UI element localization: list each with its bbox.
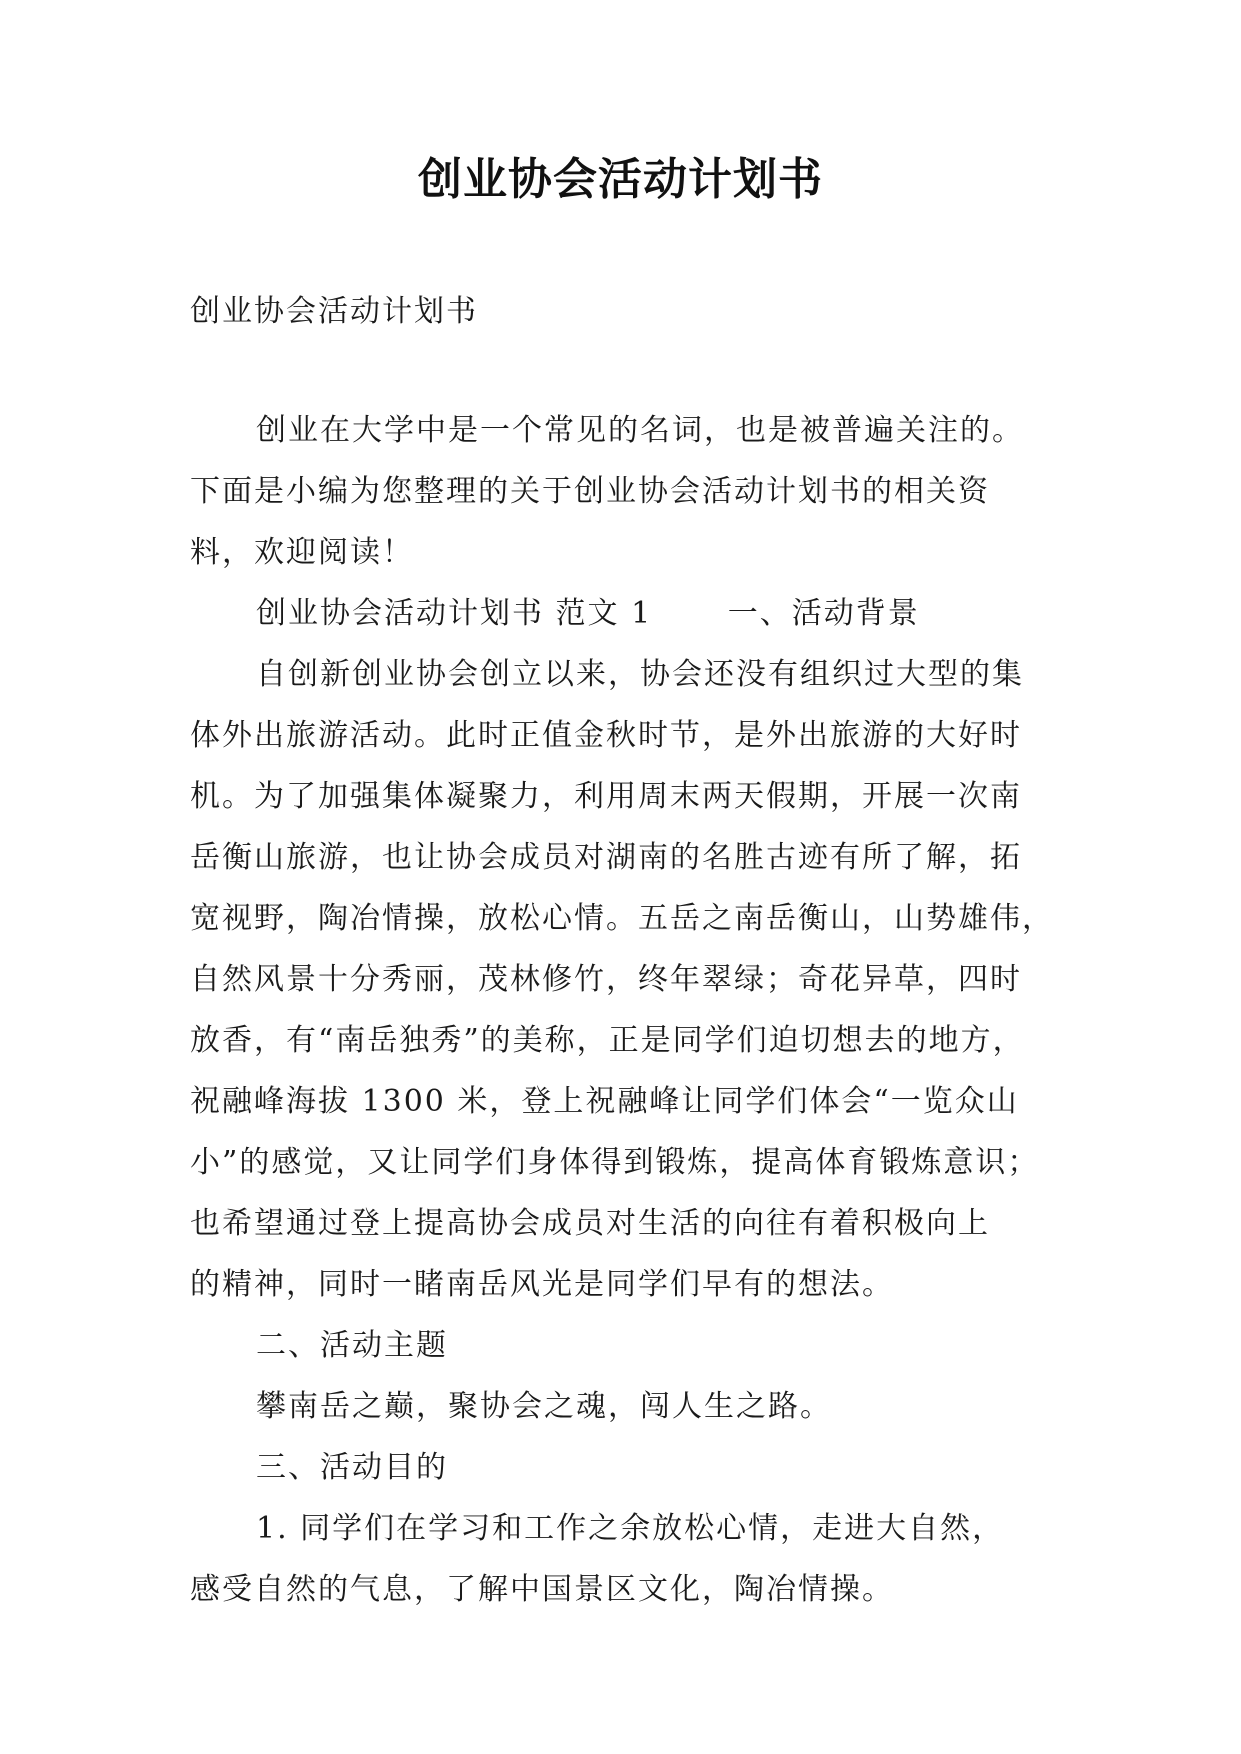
paragraph-line: 自然风景十分秀丽，茂林修竹，终年翠绿；奇花异草，四时 [190, 962, 1022, 997]
paragraph-line: 料，欢迎阅读！ [190, 535, 414, 570]
paragraph-line: 攀南岳之巅，聚协会之魂，闯人生之路。 [256, 1389, 832, 1424]
document-title: 创业协会活动计划书 [418, 154, 823, 205]
section-heading-background: 创业协会活动计划书 范文 1 一、活动背景 [256, 596, 920, 631]
paragraph-line: 感受自然的气息，了解中国景区文化，陶冶情操。 [190, 1572, 894, 1607]
section-heading-purpose: 三、活动目的 [256, 1450, 448, 1485]
paragraph-line: 的精神，同时一睹南岳风光是同学们早有的想法。 [190, 1267, 894, 1302]
paragraph-line: 小”的感觉，又让同学们身体得到锻炼，提高体育锻炼意识； [190, 1145, 1040, 1180]
document-body [190, 400, 1080, 1620]
paragraph-line: 放香，有“南岳独秀”的美称，正是同学们迫切想去的地方， [190, 1023, 1025, 1058]
paragraph-line: 岳衡山旅游，也让协会成员对湖南的名胜古迹有所了解，拓 [190, 840, 1022, 875]
paragraph-line: 下面是小编为您整理的关于创业协会活动计划书的相关资 [190, 474, 990, 509]
paragraph-line: 宽视野，陶冶情操，放松心情。五岳之南岳衡山，山势雄伟， [190, 901, 1054, 936]
paragraph-line: 祝融峰海拔 1300 米，登上祝融峰让同学们体会“一览众山 [190, 1084, 1019, 1119]
document-subtitle: 创业协会活动计划书 [190, 294, 478, 329]
paragraph-line: 机。为了加强集体凝聚力，利用周末两天假期，开展一次南 [190, 779, 1022, 814]
list-item: 1. 同学们在学习和工作之余放松心情，走进大自然， [256, 1511, 1005, 1546]
paragraph-line: 也希望通过登上提高协会成员对生活的向往有着积极向上 [190, 1206, 990, 1241]
paragraph-line: 自创新创业协会创立以来，协会还没有组织过大型的集 [256, 657, 1024, 692]
paragraph-line: 体外出旅游活动。此时正值金秋时节，是外出旅游的大好时 [190, 718, 1022, 753]
section-heading-theme: 二、活动主题 [256, 1328, 448, 1363]
paragraph-line: 创业在大学中是一个常见的名词，也是被普遍关注的。 [256, 413, 1024, 448]
